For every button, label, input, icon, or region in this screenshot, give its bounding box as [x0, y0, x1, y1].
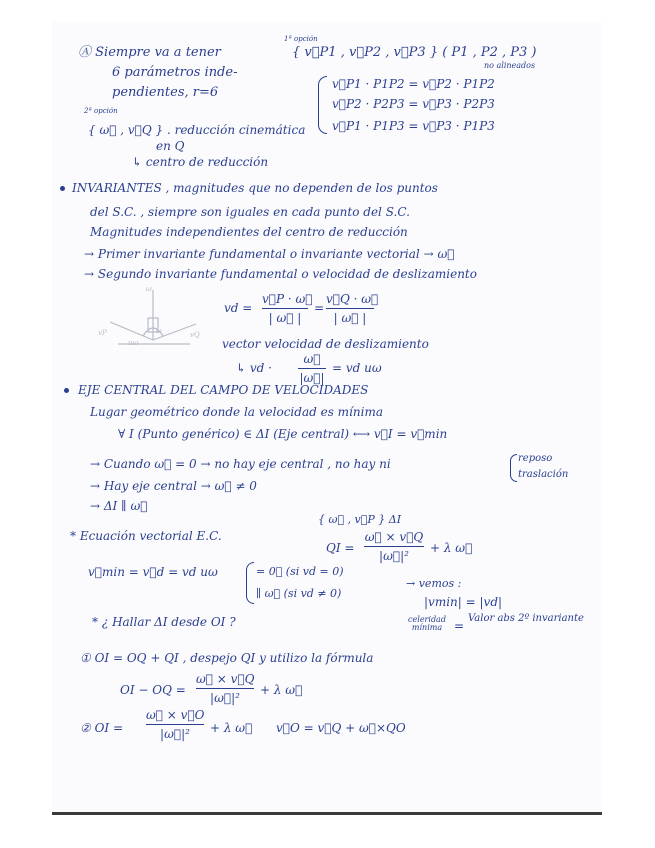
- line-a-1: Ⓐ Siempre va a tener: [78, 45, 221, 60]
- note-not-aligned: no alineados: [484, 61, 536, 70]
- line-a-3: pendientes, r=6: [112, 85, 219, 100]
- step-1: ① OI = OQ + QI , despejo QI y utilizo la fórmula: [80, 651, 374, 665]
- has-central-axis: → Hay eje central → ω⃗ ≠ 0: [90, 479, 257, 493]
- qi-fraction: [364, 530, 424, 563]
- bullet: [64, 388, 69, 393]
- vmin-case-1: = 0⃗ (si vd = 0): [256, 565, 344, 578]
- fraction-bar: [298, 368, 326, 369]
- fraction-numerator: ω⃗ × v⃗O: [146, 708, 205, 722]
- step-1-fraction: [196, 672, 254, 705]
- no-central-axis: → Cuando ω⃗ = 0 → no hay eje central , no hay ni: [90, 457, 391, 471]
- fraction-bar: [326, 308, 374, 309]
- fraction-bar: [196, 688, 254, 689]
- fraction-numerator: ω⃗ × v⃗Q: [364, 530, 424, 544]
- fraction-bar: [262, 308, 308, 309]
- vector-equation-label: * Ecuación vectorial E.C.: [70, 529, 222, 543]
- abs-value-second-invariant: Valor abs 2º invariante: [468, 613, 584, 624]
- fraction-denominator: | ω⃗ |: [333, 311, 367, 326]
- slip-velocity-vector: vector velocidad de deslizamiento: [222, 337, 429, 351]
- fraction-numerator: v⃗Q · ω⃗: [326, 292, 379, 306]
- equation-3: v⃗P1 · P1P3 = v⃗P3 · P1P3: [332, 119, 495, 133]
- vmin-case-2: ∥ ω⃗ (si vd ≠ 0): [256, 587, 342, 600]
- reduction-at-q: en Q: [156, 139, 185, 153]
- figure-label-vq: vQ: [190, 331, 200, 339]
- fraction-numerator: ω⃗ × v⃗Q: [196, 672, 255, 686]
- vd-label: vd =: [224, 301, 253, 315]
- lambda-term: + λ ω⃗: [430, 541, 473, 555]
- fraction-denominator: |ω⃗|²: [160, 727, 190, 742]
- figure-label-u-omega: uω: [128, 339, 139, 347]
- fraction-denominator: |ω⃗|²: [379, 549, 409, 564]
- equation-2: v⃗P2 · P2P3 = v⃗P3 · P2P3: [332, 97, 495, 111]
- vmin-formula: v⃗min = v⃗d = vd uω: [88, 565, 218, 579]
- label-first-option: 1ª opción: [284, 35, 318, 43]
- central-axis-heading: EJE CENTRAL DEL CAMPO DE VELOCIDADES: [78, 383, 369, 397]
- slip-vector-formula: ↳ vd ·: [236, 361, 272, 375]
- step-2-fraction: [146, 708, 204, 741]
- bullet: [60, 186, 65, 191]
- invariants-line-3: Magnitudes independientes del centro de reducción: [90, 225, 408, 239]
- we-see: → vemos :: [406, 577, 462, 590]
- label-second-option: 2ª opción: [84, 107, 118, 115]
- lambda-term: + λ ω⃗: [260, 683, 303, 697]
- fraction-denominator: |ω⃗|: [299, 371, 325, 386]
- fraction-denominator: |ω⃗|²: [210, 691, 240, 706]
- equals-sign: =: [314, 301, 325, 315]
- vo-formula: v⃗O = v⃗Q + ω⃗×QO: [276, 721, 406, 735]
- fraction-bar: [364, 546, 424, 547]
- equation-1: v⃗P1 · P1P2 = v⃗P2 · P1P2: [332, 77, 495, 91]
- central-axis-definition: Lugar geométrico donde la velocidad es mínima: [90, 405, 383, 419]
- qi-label: QI =: [326, 541, 355, 555]
- fraction-denominator: | ω⃗ |: [268, 311, 302, 326]
- find-axis-question: * ¿ Hallar ΔI desde OI ?: [92, 615, 236, 629]
- axis-parallel: → ΔI ∥ ω⃗: [90, 499, 148, 513]
- fraction-bar: [146, 724, 204, 725]
- fraction-numerator: v⃗P · ω⃗: [262, 292, 313, 306]
- slip-vector-result: = vd uω: [332, 361, 382, 375]
- reduction-center: ↳ centro de reducción: [132, 155, 269, 169]
- figure-label-omega: ω: [146, 285, 152, 293]
- vmin-magnitude: |vmin| = |vd|: [424, 595, 503, 609]
- lambda-term: + λ ω⃗: [210, 721, 253, 735]
- first-invariant: → Primer invariante fundamental o invariante vectorial → ω⃗: [84, 247, 455, 261]
- invariants-heading: INVARIANTES , magnitudes que no dependen de los puntos: [72, 181, 438, 195]
- step-2: ② OI =: [80, 721, 124, 735]
- motion-brace: [510, 454, 517, 482]
- vmin-brace: [246, 562, 254, 604]
- line-a-2: 6 parámetros inde-: [112, 65, 238, 80]
- step-1-equation: OI − OQ =: [120, 683, 186, 697]
- equations-brace: [318, 76, 327, 134]
- motion-translation: traslación: [518, 469, 569, 480]
- invariants-line-2: del S.C. , siempre son iguales en cada punto del S.C.: [90, 205, 410, 219]
- fraction-numerator: ω⃗: [303, 352, 321, 366]
- second-invariant: → Segundo invariante fundamental o velocidad de deslizamiento: [84, 267, 477, 281]
- axis-reduction-set: { ω⃗ , v⃗P } ΔI: [318, 513, 402, 526]
- velocity-set: { v⃗P1 , v⃗P2 , v⃗P3 } ( P1 , P2 , P3 ): [292, 45, 537, 60]
- min-celerity: celeridad mínima: [408, 615, 446, 632]
- figure-label-omega-2: ω: [156, 327, 162, 335]
- motion-rest: reposo: [518, 453, 553, 464]
- unit-vector-fraction: [298, 352, 326, 385]
- vd-fraction-2: [326, 292, 379, 326]
- figure-label-vp: vP: [98, 329, 107, 337]
- equals-sign: =: [454, 619, 465, 633]
- velocity-sketch: [98, 280, 208, 356]
- vd-fraction-1: [262, 292, 313, 326]
- kinematic-reduction: { ω⃗ , v⃗Q } . reducción cinemática: [88, 123, 306, 137]
- central-axis-condition: ∀ I (Punto genérico) ∈ ΔI (Eje central) ⟷ v⃗I = v⃗min: [118, 427, 448, 441]
